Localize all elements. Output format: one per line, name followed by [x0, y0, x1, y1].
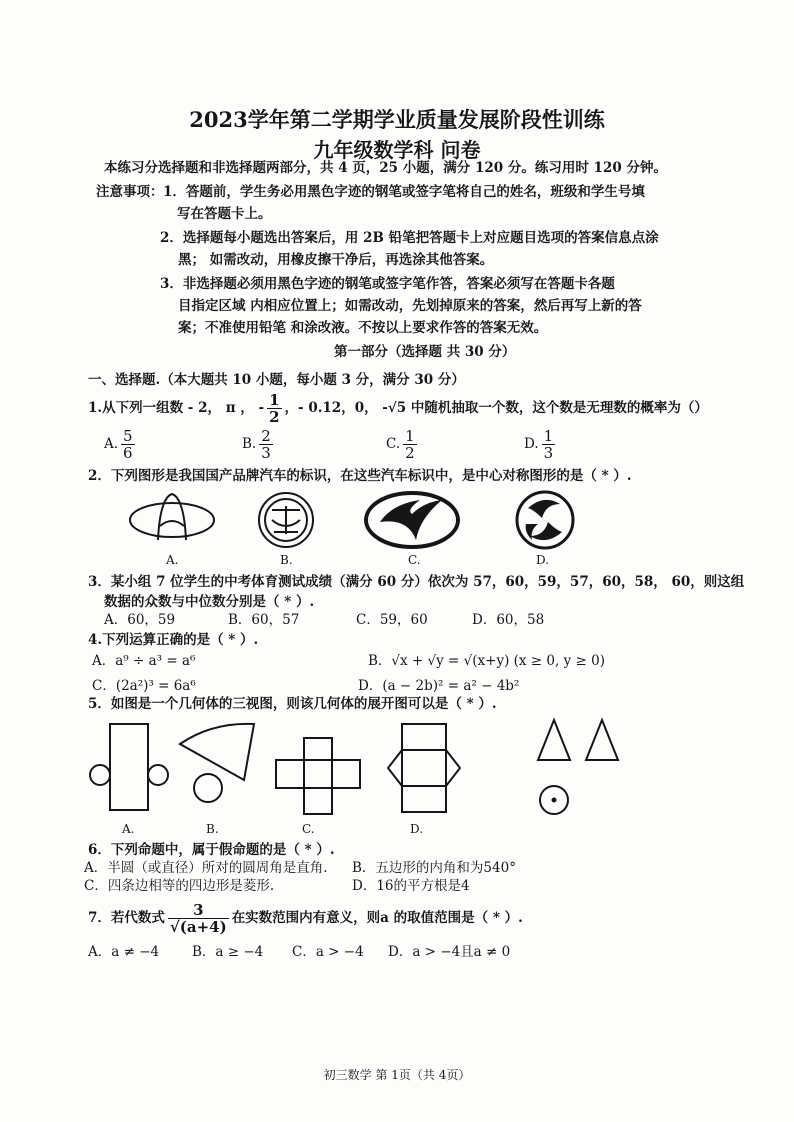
part1-title: 第一部分（选择题 共 30 分）: [334, 344, 516, 360]
q1-option-d: [524, 428, 558, 461]
q1-c-num: 1: [405, 427, 415, 445]
q4-option-b: B．√x + √y = √(x+y) (x ≥ 0, y ≥ 0): [368, 653, 605, 669]
logo-c-icon: [366, 493, 458, 547]
q5-label-b: B.: [206, 822, 219, 836]
question-7-stem: [88, 902, 523, 935]
q1-option-b-label: B.: [242, 436, 257, 452]
q1-b-den: 3: [261, 444, 271, 462]
q7-option-b: B．a ≥ −4: [192, 944, 264, 960]
q1-a-num: 5: [123, 427, 133, 445]
q6-option-c: C．四条边相等的四边形是菱形.: [84, 878, 275, 894]
q1-option-c-label: C.: [386, 436, 401, 452]
three-views-icon: [538, 720, 618, 814]
question-3-stem-2: 数据的众数与中位数分别是（ * ）.: [104, 594, 315, 610]
q1-a-den: 6: [123, 444, 133, 462]
q3-option-d: D．60，58: [472, 612, 545, 628]
q2-label-a: A.: [166, 553, 179, 567]
q4-option-a: A．a⁹ ÷ a³ = a⁶: [92, 653, 196, 669]
q1-option-a-frac: [121, 428, 135, 461]
note-1-cont: 写在答题卡上。: [177, 206, 272, 222]
question-5-stem: 5．如图是一个几何体的三视图，则该几何体的展开图可以是（ * ）.: [88, 696, 497, 712]
question-6-stem: 6．下列命题中，属于假命题的是（ * ）.: [88, 842, 335, 858]
question-3-stem-1: 3．某小组 7 位学生的中考体育测试成绩（满分 60 分）依次为 57，60，59，57，60，58， 60，则这组: [88, 574, 745, 590]
q1-d-num: 1: [543, 427, 554, 445]
q6-option-d: D．16的平方根是4: [352, 878, 470, 894]
q1-b-num: 2: [261, 427, 271, 445]
note-2: 2．选择题每小题选出答案后，用 2B 铅笔把答题卡上对应题目选项的答案信息点涂: [160, 230, 659, 246]
question-4-stem: 4.下列运算正确的是（ * ）.: [88, 632, 259, 648]
notice-label: 注意事项：: [96, 184, 164, 200]
q2-label-c: C.: [408, 553, 421, 567]
note-3-cont2: 案；不准使用铅笔 和涂改液。不按以上要求作答的答案无效。: [178, 320, 548, 336]
q7-frac-den: √(a+4): [169, 918, 227, 936]
q1-option-b-frac: [259, 428, 273, 461]
q7-frac-num: 3: [168, 902, 229, 919]
q5-label-c: C.: [302, 822, 315, 836]
logo-a-icon: [130, 494, 214, 540]
q1-option-a: [104, 428, 138, 461]
exam-subtitle: 九年级数学科 问卷: [313, 138, 481, 162]
q4-option-c: C．(2a²)³ = 6a⁶: [92, 678, 196, 694]
q5-label-a: A.: [122, 822, 135, 836]
q2-label-d: D.: [536, 553, 550, 567]
net-b-icon: [180, 724, 254, 802]
q6-option-b: B．五边形的内角和为540°: [352, 860, 516, 876]
q1-frac-num: 1: [269, 391, 280, 409]
q7-option-a: A．a ≠ −4: [88, 944, 160, 960]
q7-option-d: D．a > −4且a ≠ 0: [388, 944, 511, 960]
net-c-icon: [276, 738, 360, 814]
q7-stem-b: 在实数范围内有意义，则a 的取值范围是（ * ）.: [231, 910, 523, 926]
net-figures: [88, 716, 648, 820]
question-1-stem: [88, 392, 708, 425]
note-3-cont: 目指定区域 内相应位置上；如需改动，先划掉原来的答案，然后再写上新的答: [178, 298, 642, 314]
q1-c-den: 2: [405, 444, 415, 462]
q1-option-d-frac: [542, 428, 556, 461]
note-2-cont: 黑； 如需改动，用橡皮擦干净后，再选涂其他答案。: [178, 252, 494, 268]
q2-label-b: B.: [280, 553, 293, 567]
note-3: 3．非选择题必须用黑色字迹的钢笔或签字笔作答，答案必须写在答题卡各题: [160, 276, 615, 292]
q7-option-c: C．a > −4: [292, 944, 364, 960]
q3-option-a: A．60，59: [104, 612, 176, 628]
exam-intro: 本练习分选择题和非选择题两部分，共 4 页，25 小题，满分 120 分。练习用时 120 分钟。: [104, 160, 667, 176]
q1-d-den: 3: [543, 444, 554, 462]
q1-option-a-label: A.: [104, 436, 119, 452]
q4-option-d: D．(a − 2b)² = a² − 4b²: [358, 678, 520, 694]
q1-stem-a: 1.从下列一组数 - 2， π ， -: [88, 400, 265, 416]
q7-fraction: [168, 902, 229, 935]
q3-option-b: B．60，57: [228, 612, 300, 628]
exam-title: 2023学年第二学期学业质量发展阶段性训练: [189, 107, 605, 132]
net-a-icon: [90, 724, 168, 810]
q1-option-c-frac: [403, 428, 417, 461]
q1-option-b: [242, 428, 276, 461]
car-logos-figure: [120, 488, 620, 552]
q6-option-a: A．半圆（或直径）所对的圆周角是直角.: [84, 860, 328, 876]
q5-label-d: D.: [410, 822, 424, 836]
q3-option-c: C．59，60: [356, 612, 428, 628]
note-1: 1．答题前，学生务必用黑色字迹的钢笔或签字笔将自己的姓名，班级和学生号填: [163, 184, 645, 200]
q1-stem-b: ，- 0.12，0， -√5 中随机抽取一个数，这个数是无理数的概率为（）: [284, 400, 708, 416]
q1-option-d-label: D.: [524, 436, 539, 452]
q7-stem-a: 7．若代数式: [88, 910, 165, 926]
q1-frac-den: 2: [269, 408, 280, 426]
logo-d-icon: [517, 492, 573, 548]
q1-fraction: [267, 392, 281, 425]
q1-option-c: [386, 428, 420, 461]
question-2-stem: 2．下列图形是我国国产品牌汽车的标识，在这些汽车标识中，是中心对称图形的是（ * ）.: [88, 468, 632, 484]
section1-heading: 一、选择题.（本大题共 10 小题，每小题 3 分，满分 30 分）: [88, 372, 465, 388]
logo-b-icon: [259, 493, 313, 547]
net-d-icon: [388, 724, 460, 812]
page-footer: 初三数学 第 1页（共 4页）: [323, 1068, 471, 1082]
